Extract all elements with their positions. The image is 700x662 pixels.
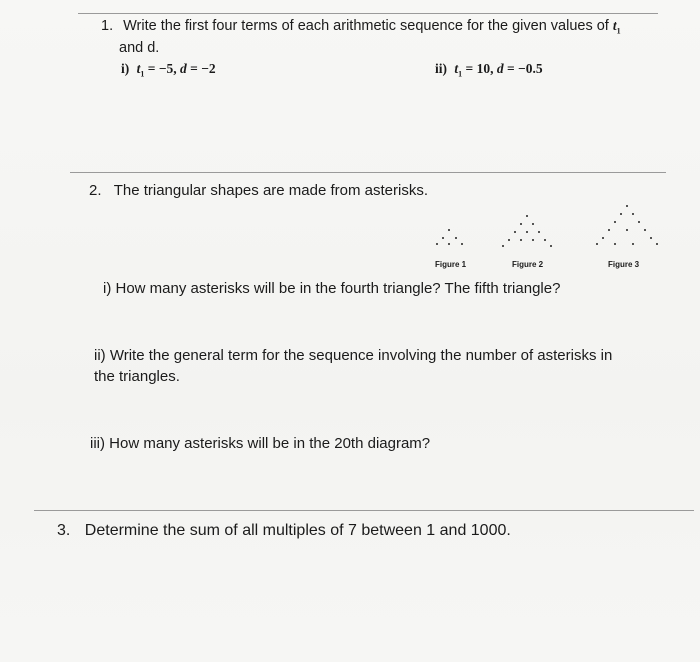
top-divider [78, 13, 658, 14]
q1-line2: and d. [119, 40, 160, 56]
q1-part-i-d-var: d [180, 61, 187, 76]
q3-text: Determine the sum of all multiples of 7 between 1 and 1000. [84, 522, 511, 539]
q1-part-ii-d-var: d [496, 61, 504, 76]
q1-part-i-t: t [136, 61, 141, 76]
q1-part-i-sub: 1 [140, 69, 145, 79]
q1-part-i-d-value: = −2 [190, 61, 216, 76]
q1-text: Write the first four terms of each arithmetic sequence for the given values of [123, 18, 609, 34]
q1-number: 1. [101, 18, 114, 34]
q1-part-ii-t1-value: = 10, [465, 61, 494, 76]
q2-number: 2. [89, 182, 102, 199]
q2-line [89, 182, 428, 199]
q2-text: The triangular shapes are made from asterisks. [113, 182, 428, 199]
q1-part-i-t1-value: = −5, [147, 61, 177, 76]
q1-part-ii-label: ii) [435, 61, 447, 76]
q2-part-ii-line2: the triangles. [94, 368, 180, 385]
q3-line [57, 522, 511, 540]
q2-q3-divider [34, 510, 694, 511]
q1-part-i-label: i) [121, 61, 130, 76]
q2-part-i: i) How many asterisks will be in the fourth triangle? The fifth triangle? [103, 280, 561, 297]
q2-part-ii-line1: ii) Write the general term for the sequence involving the number of asterisks in [94, 347, 613, 364]
q1-part-ii-d-value: = −0.5 [506, 61, 543, 76]
q1-part-ii-t: t [454, 61, 459, 76]
figure-2-label: Figure 2 [512, 260, 544, 269]
figure-1-label: Figure 1 [435, 260, 467, 269]
q2-part-iii: iii) How many asterisks will be in the 20th diagram? [90, 435, 431, 452]
q1-part-i [121, 61, 216, 79]
q1-var-t: t [612, 18, 617, 33]
q1-q2-divider [70, 172, 666, 173]
q3-number: 3. [57, 522, 71, 539]
q1-part-ii [435, 61, 543, 79]
figure-3-label: Figure 3 [608, 260, 640, 269]
q1-var-sub: 1 [616, 26, 621, 36]
q1-part-ii-sub: 1 [458, 69, 463, 79]
q1-line1 [101, 18, 621, 36]
